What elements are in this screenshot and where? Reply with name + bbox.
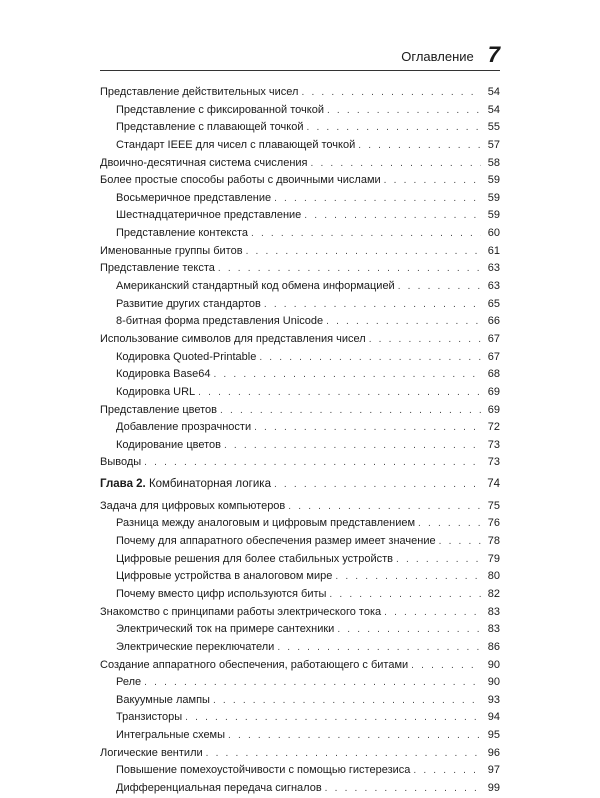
toc-entry-title	[116, 437, 221, 455]
toc-entry-text: Представление действительных чисел	[100, 86, 299, 98]
toc-entry[interactable]	[100, 155, 500, 173]
toc-entry[interactable]	[100, 137, 500, 155]
dot-leader	[185, 709, 481, 727]
toc-entry-title	[100, 331, 366, 349]
toc-entry-title	[116, 533, 436, 551]
toc-entry[interactable]	[100, 454, 500, 472]
dot-leader	[224, 437, 481, 455]
toc-entry-title	[100, 454, 141, 472]
toc-entry-title	[116, 102, 324, 120]
dot-leader	[206, 745, 481, 763]
toc-entry-title	[116, 349, 256, 367]
toc-entry[interactable]	[100, 727, 500, 745]
toc-entry[interactable]	[100, 586, 500, 604]
toc-page-number: 73	[487, 438, 500, 451]
toc-entry[interactable]	[100, 119, 500, 137]
toc-page-number: 97	[487, 764, 500, 777]
toc-entry[interactable]	[100, 419, 500, 437]
dot-leader	[311, 155, 481, 173]
toc-page-number: 74	[487, 478, 500, 491]
toc-entry[interactable]	[100, 692, 500, 710]
toc-entry-title	[116, 621, 334, 639]
dot-leader	[418, 515, 481, 533]
dot-leader	[384, 172, 481, 190]
dot-leader	[220, 402, 481, 420]
dot-leader	[144, 454, 481, 472]
toc-entry-title	[116, 190, 271, 208]
dot-leader	[274, 476, 481, 494]
toc-entry-text: Задача для цифровых компьютеров	[100, 499, 286, 512]
toc-page-number: 75	[487, 499, 500, 512]
toc-entry-title	[116, 639, 274, 657]
toc-entry-text: Кодировка URL	[116, 385, 196, 398]
toc-entry-text: Создание аппаратного обеспечения, работающего с битами	[100, 658, 409, 671]
toc-entry-text: Логические вентили	[100, 746, 203, 759]
toc-entry-text: Повышение помехоустойчивости с помощью гистерезиса	[116, 764, 411, 777]
toc-page-number: 69	[487, 403, 500, 416]
dot-leader	[413, 762, 481, 780]
toc-entry[interactable]	[100, 621, 500, 639]
chapter-number: Глава 2.	[100, 478, 146, 491]
dot-leader	[329, 586, 481, 604]
toc-entry-text: Именованные группы битов	[100, 244, 243, 257]
toc-page-number: 59	[487, 191, 500, 204]
dot-leader	[144, 674, 481, 692]
dot-leader	[439, 533, 481, 551]
toc-entry-text: Стандарт IEEE для чисел с плавающей точкой	[116, 138, 356, 151]
toc-entry-title	[116, 727, 225, 745]
toc-entry-text: Американский стандартный код обмена информацией	[116, 280, 395, 293]
toc-entry[interactable]	[100, 709, 500, 727]
toc-page-number: 66	[487, 315, 500, 328]
header-rule	[100, 70, 500, 71]
toc-entry-text: Цифровые решения для более стабильных устройств	[116, 552, 393, 565]
dot-leader	[274, 190, 481, 208]
toc-entry[interactable]	[100, 225, 500, 243]
toc-page-number: 99	[487, 781, 500, 794]
toc-page-number: 90	[487, 658, 500, 671]
toc-page-number: 55	[487, 121, 500, 134]
toc-entry-text: Цифровые устройства в аналоговом мире	[116, 570, 333, 583]
toc-entry[interactable]	[100, 313, 500, 331]
dot-leader	[304, 207, 481, 225]
toc-entry-text: Электрические переключатели	[116, 640, 275, 653]
toc-entry[interactable]	[100, 102, 500, 120]
dot-leader	[259, 349, 481, 367]
toc-entry-text: Представление с фиксированной точкой	[116, 103, 324, 116]
running-header	[100, 38, 500, 66]
toc-entry[interactable]	[100, 331, 500, 349]
header-page-number: 7	[487, 42, 500, 67]
dot-leader	[337, 621, 481, 639]
dot-leader	[277, 639, 481, 657]
toc-entry-text: Представление контекста	[116, 227, 248, 240]
toc-entry-text: Кодировка Quoted-Printable	[116, 350, 257, 363]
toc-page-number: 69	[487, 385, 500, 398]
toc-entry[interactable]	[100, 551, 500, 569]
toc-entry-text: Кодировка Base64	[116, 368, 211, 381]
toc-entry-text: Представление с плавающей точкой	[116, 121, 304, 134]
toc-entry-title	[100, 172, 381, 190]
toc-entry-title	[116, 313, 323, 331]
dot-leader	[213, 692, 481, 710]
toc-entry-text: Дифференциальная передача сигналов	[116, 781, 322, 794]
toc-entry[interactable]	[100, 639, 500, 657]
dot-leader	[288, 498, 481, 516]
toc-page-number: 95	[487, 729, 500, 742]
toc-page-number: 78	[487, 535, 500, 548]
dot-leader	[254, 419, 481, 437]
toc-entry-title	[100, 402, 217, 420]
toc-page-number: 96	[487, 746, 500, 759]
toc-entry[interactable]	[100, 260, 500, 278]
dot-leader	[228, 727, 481, 745]
table-of-contents	[100, 84, 500, 798]
toc-entry-title	[100, 84, 298, 102]
toc-entry-text: 8-битная форма представления Unicode	[116, 315, 324, 328]
toc-entry-text: Добавление прозрачности	[116, 421, 252, 434]
toc-page-number: 94	[487, 711, 500, 724]
toc-entry-title	[100, 243, 243, 261]
dot-leader	[384, 604, 481, 622]
toc-entry[interactable]	[100, 762, 500, 780]
toc-entry-text: Почему вместо цифр используются биты	[116, 587, 327, 600]
dot-leader	[398, 278, 481, 296]
toc-entry[interactable]	[100, 207, 500, 225]
toc-entry-text: Представление текста	[100, 262, 215, 275]
toc-entry-text: Представление цветов	[100, 403, 218, 416]
toc-entry-title	[116, 780, 322, 798]
toc-entry-title	[116, 762, 410, 780]
toc-entry[interactable]	[100, 437, 500, 455]
toc-entry-title	[116, 586, 326, 604]
toc-page-number: 57	[487, 138, 500, 151]
toc-entry-text: Выводы	[100, 456, 142, 469]
toc-entry[interactable]	[100, 349, 500, 367]
dot-leader	[335, 568, 481, 586]
dot-leader	[251, 225, 481, 243]
toc-entry-title	[116, 384, 195, 402]
toc-entry-title	[100, 155, 308, 173]
toc-entry-text: Разница между аналоговым и цифровым представлением	[116, 517, 416, 530]
dot-leader	[326, 313, 481, 331]
toc-entry-text: Кодирование цветов	[116, 438, 221, 451]
toc-page-number: 79	[487, 552, 500, 565]
dot-leader	[246, 243, 481, 261]
toc-entry-text: Реле	[116, 676, 142, 689]
toc-entry-text: Комбинаторная логика	[148, 478, 271, 491]
toc-page-number: 83	[487, 623, 500, 636]
toc-entry-title	[116, 674, 141, 692]
toc-entry[interactable]	[100, 384, 500, 402]
toc-entry-title	[116, 366, 210, 384]
toc-entry[interactable]	[100, 515, 500, 533]
toc-entry-title	[116, 419, 251, 437]
toc-entry[interactable]	[100, 604, 500, 622]
toc-entry[interactable]	[100, 780, 500, 798]
dot-leader	[198, 384, 481, 402]
toc-page-number: 80	[487, 570, 500, 583]
toc-entry-text: Более простые способы работы с двоичными числами	[100, 174, 381, 187]
toc-chapter-entry[interactable]	[100, 476, 500, 494]
toc-page-number: 58	[487, 156, 500, 169]
toc-entry-title	[116, 119, 303, 137]
toc-entry[interactable]	[100, 498, 500, 516]
dot-leader	[306, 119, 481, 137]
toc-entry-text: Знакомство с принципами работы электрического тока	[100, 605, 382, 618]
toc-page-number: 59	[487, 174, 500, 187]
toc-entry-text: Шестнадцатеричное представление	[116, 209, 302, 222]
toc-entry-title	[100, 657, 408, 675]
toc-entry[interactable]	[100, 674, 500, 692]
toc-entry-title	[116, 225, 248, 243]
toc-page-number: 86	[487, 640, 500, 653]
toc-entry[interactable]	[100, 296, 500, 314]
toc-entry-title	[100, 604, 381, 622]
toc-entry-text: Почему для аппаратного обеспечения размер имеет значение	[116, 535, 436, 548]
toc-entry[interactable]	[100, 745, 500, 763]
toc-entry-title	[116, 551, 393, 569]
toc-page-number: 82	[487, 587, 500, 600]
toc-entry-title	[116, 207, 301, 225]
toc-entry-title	[116, 568, 332, 586]
toc-entry-text: Развитие других стандартов	[116, 297, 261, 310]
toc-entry-title	[116, 709, 182, 727]
dot-leader	[396, 551, 481, 569]
toc-entry-title	[116, 296, 261, 314]
toc-page-number: 73	[487, 456, 500, 469]
dot-leader	[327, 102, 481, 120]
toc-entry-text: Восьмеричное представление	[116, 191, 272, 204]
toc-entry-text: Интегральные схемы	[116, 729, 226, 742]
toc-page-number: 68	[487, 368, 500, 381]
toc-entry-text: Вакуумные лампы	[116, 693, 210, 706]
dot-leader	[301, 84, 481, 102]
header-title: Оглавление	[401, 49, 474, 64]
toc-entry-title	[116, 278, 395, 296]
toc-entry-title	[116, 692, 210, 710]
toc-page-number: 72	[487, 421, 500, 434]
toc-entry[interactable]	[100, 84, 500, 102]
toc-entry-title	[100, 745, 203, 763]
dot-leader	[325, 780, 481, 798]
toc-entry-title	[100, 498, 285, 516]
toc-page-number: 90	[487, 676, 500, 689]
toc-entry-title	[116, 137, 355, 155]
toc-entry[interactable]	[100, 568, 500, 586]
dot-leader	[358, 137, 481, 155]
toc-page-number: 93	[487, 693, 500, 706]
dot-leader	[369, 331, 481, 349]
toc-page-number: 67	[487, 350, 500, 363]
toc-page-number: 76	[487, 517, 500, 530]
toc-entry-title	[116, 515, 415, 533]
toc-entry[interactable]	[100, 366, 500, 384]
toc-entry[interactable]	[100, 402, 500, 420]
toc-entry-text: Двоично-десятичная система счисления	[100, 156, 308, 169]
toc-entry[interactable]	[100, 533, 500, 551]
toc-page-number: 65	[487, 297, 500, 310]
toc-page-number: 59	[487, 209, 500, 222]
toc-entry[interactable]	[100, 172, 500, 190]
toc-entry-text: Использование символов для представления чисел	[100, 332, 366, 345]
toc-entry-title	[100, 260, 215, 278]
toc-entry[interactable]	[100, 657, 500, 675]
toc-entry[interactable]	[100, 278, 500, 296]
dot-leader	[411, 657, 481, 675]
toc-page-number: 61	[487, 244, 500, 257]
toc-entry-text: Транзисторы	[116, 711, 183, 724]
dot-leader	[218, 260, 481, 278]
toc-entry[interactable]	[100, 190, 500, 208]
toc-page-number: 54	[487, 86, 500, 98]
toc-page-number: 63	[487, 280, 500, 293]
toc-entry-title	[100, 476, 271, 494]
dot-leader	[264, 296, 481, 314]
dot-leader	[213, 366, 481, 384]
toc-entry[interactable]	[100, 243, 500, 261]
toc-page-number: 60	[487, 227, 500, 240]
toc-page-number: 63	[487, 262, 500, 275]
toc-page-number: 67	[487, 332, 500, 345]
toc-entry-text: Электрический ток на примере сантехники	[116, 623, 335, 636]
toc-page-number: 83	[487, 605, 500, 618]
toc-page-number: 54	[487, 103, 500, 116]
